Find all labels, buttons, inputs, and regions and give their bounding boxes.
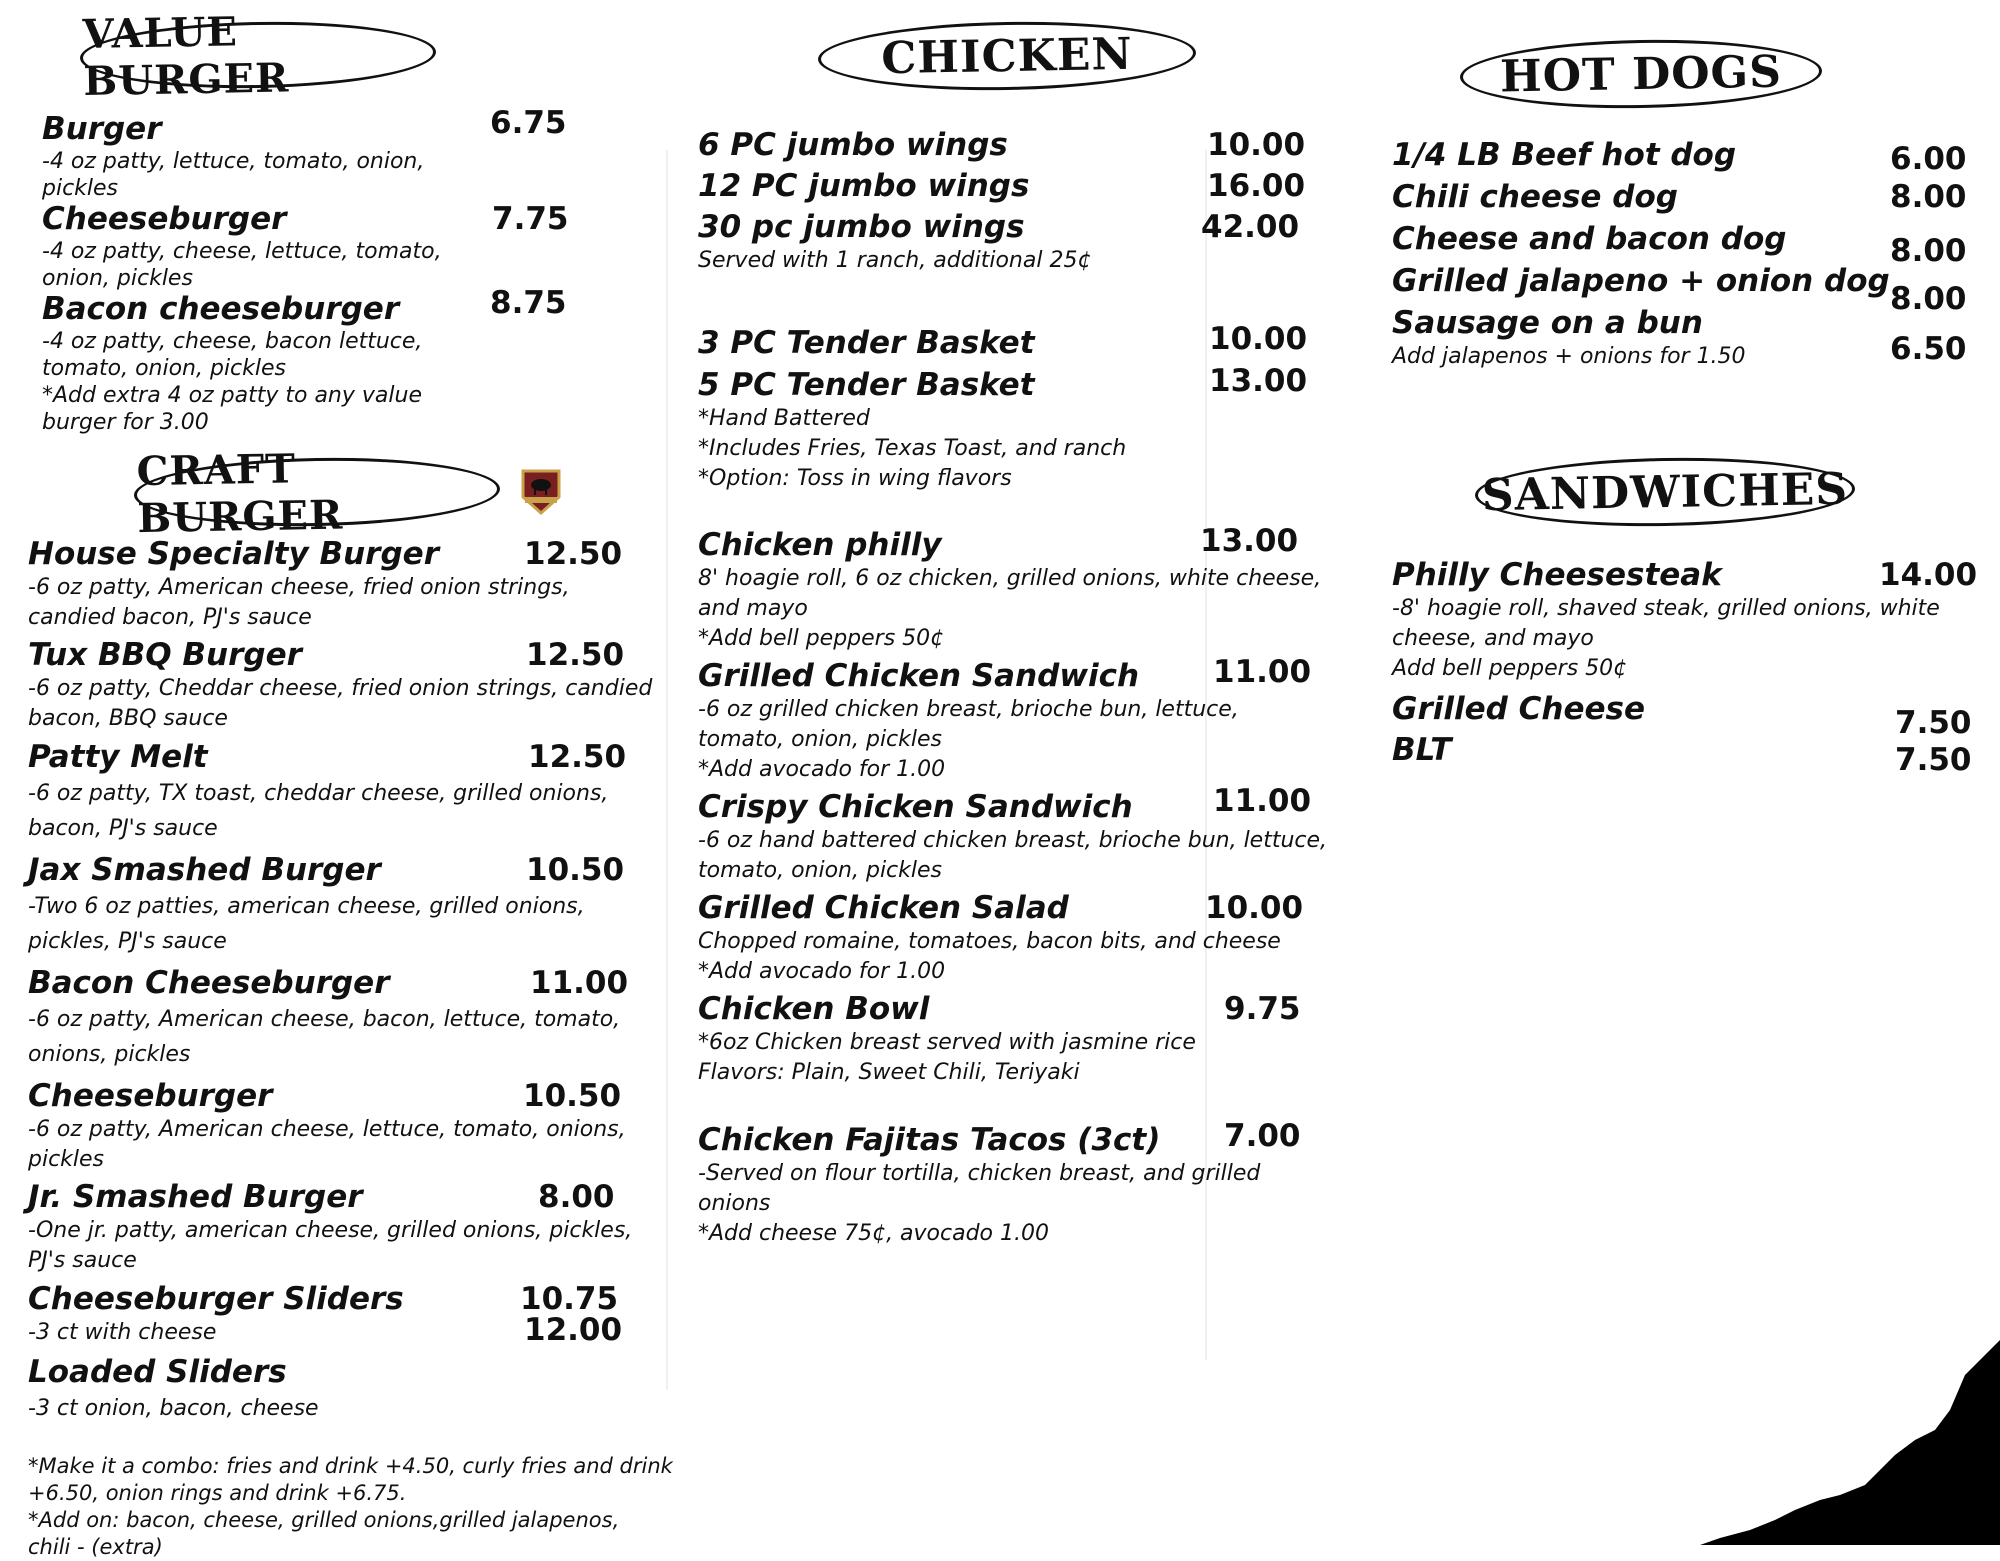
- menu-item: [42, 200, 569, 292]
- torn-corner-decoration: [1680, 1320, 2000, 1545]
- chicken-title: CHICKEN: [880, 28, 1134, 84]
- menu-item-name: Grilled Chicken Salad: [698, 890, 1069, 926]
- section-title-chicken: [817, 19, 1196, 94]
- menu-item-desc: -3 ct onion, bacon, cheese: [28, 1396, 319, 1421]
- menu-item-price: 11.00: [1213, 654, 1312, 690]
- menu-item-name: Crispy Chicken Sandwich: [698, 789, 1133, 825]
- menu-item: [698, 363, 1348, 494]
- menu-item-price: 42.00: [1201, 209, 1300, 245]
- menu-item-price: 8.00: [1890, 281, 1967, 317]
- menu-item-desc: -Two 6 oz patties, american cheese, grilled onions, pickles, PJ's sauce: [28, 894, 585, 954]
- menu-item-name: Burger: [42, 111, 162, 147]
- menu-item: [42, 105, 567, 202]
- menu-item: [28, 535, 668, 633]
- menu-item: [698, 654, 1348, 785]
- menu-item: [28, 851, 668, 959]
- menu-item-price: 7.50: [1895, 705, 1972, 741]
- menu-item-name: Jax Smashed Burger: [28, 852, 381, 888]
- menu-item-desc: Add jalapenos + onions for 1.50: [1392, 344, 1746, 369]
- menu-item-price: 10.75: [520, 1281, 619, 1317]
- menu-item-name: Chicken Bowl: [698, 991, 930, 1027]
- menu-item-name: Cheese and bacon dog: [1392, 221, 1787, 257]
- menu-item-desc: -6 oz grilled chicken breast, brioche bun, lettuce, tomato, onion, pickles *Add avocado for 1.00: [698, 697, 1239, 782]
- menu-item: [28, 738, 668, 846]
- menu-item-price: 11.00: [530, 965, 629, 1001]
- column-divider: [666, 150, 668, 1390]
- menu-item-desc: -Served on flour tortilla, chicken breast, and grilled onions *Add cheese 75¢, avocado 1.00: [698, 1161, 1261, 1246]
- menu-item-name: 6 PC jumbo wings: [698, 127, 1008, 163]
- menu-item-desc: -6 oz patty, American cheese, fried onion strings, candied bacon, PJ's sauce: [28, 575, 570, 630]
- menu-item-desc: -6 oz patty, American cheese, bacon, lettuce, tomato, onions, pickles: [28, 1007, 621, 1067]
- menu-item-name: 5 PC Tender Basket: [698, 367, 1035, 403]
- menu-item-desc: -8' hoagie roll, shaved steak, grilled onions, white cheese, and mayo Add bell peppers 50¢: [1392, 596, 1940, 681]
- menu-item-price: 6.75: [490, 105, 567, 141]
- menu-item-price: 12.50: [528, 739, 627, 775]
- menu-item-name: 3 PC Tender Basket: [698, 325, 1035, 361]
- menu-item: [1392, 178, 1972, 216]
- menu-item: [698, 208, 1348, 276]
- hot-dogs-title: HOT DOGS: [1499, 46, 1783, 102]
- chicken-list: [698, 126, 1348, 1276]
- menu-item-name: Grilled jalapeno + onion dog: [1392, 263, 1890, 299]
- menu-item-desc: Served with 1 ranch, additional 25¢: [698, 248, 1092, 273]
- menu-item-name: House Specialty Burger: [28, 536, 439, 572]
- menu-item-price: 8.75: [490, 285, 567, 321]
- menu-item-price: 9.75: [1224, 991, 1301, 1027]
- menu-item: [28, 964, 668, 1072]
- menu-item-price: 13.00: [1209, 363, 1308, 399]
- menu-item-desc: 8' hoagie roll, 6 oz chicken, grilled onions, white cheese, and mayo *Add bell peppers 50¢: [698, 566, 1322, 651]
- menu-item-desc: -One jr. patty, american cheese, grilled onions, pickles, PJ's sauce: [28, 1218, 633, 1273]
- menu-item-price: 7.50: [1895, 742, 1972, 778]
- value-burger-title: VALUE BURGER: [82, 8, 290, 106]
- menu-item: [698, 167, 1348, 205]
- menu-item-price: 12.50: [524, 536, 623, 572]
- craft-burger-title: CRAFT BURGER: [136, 445, 344, 543]
- menu-item: [28, 1178, 668, 1276]
- menu-item-desc: -6 oz patty, TX toast, cheddar cheese, grilled onions, bacon, PJ's sauce: [28, 781, 609, 841]
- menu-item-desc: *6oz Chicken breast served with jasmine rice Flavors: Plain, Sweet Chili, Teriyaki: [698, 1030, 1196, 1085]
- certified-angus-badge: [517, 467, 565, 515]
- sandwiches-title: SANDWICHES: [1481, 463, 1849, 521]
- menu-item-name: Chicken philly: [698, 527, 942, 563]
- section-title-value-burger: [79, 8, 436, 106]
- menu-item: [42, 285, 567, 436]
- menu-item-price: 11.00: [1213, 783, 1312, 819]
- menu-item: [28, 1077, 668, 1175]
- menu-item-desc: -6 oz patty, Cheddar cheese, fried onion strings, candied bacon, BBQ sauce: [28, 676, 653, 731]
- menu-item-name: Tux BBQ Burger: [28, 637, 302, 673]
- menu-item-price: 6.00: [1890, 141, 1967, 177]
- menu-item-name: Grilled Chicken Sandwich: [698, 658, 1140, 694]
- menu-item-desc: *Hand Battered *Includes Fries, Texas Toast, and ranch *Option: Toss in wing flavors: [698, 406, 1127, 491]
- menu-item-name: Sausage on a bun: [1392, 305, 1703, 341]
- menu-item-name: Bacon Cheeseburger: [28, 965, 390, 1001]
- menu-item-desc: -3 ct with cheese: [28, 1320, 217, 1345]
- menu-item-name: Cheeseburger Sliders: [28, 1281, 404, 1317]
- menu-item-name: BLT: [1392, 732, 1452, 768]
- menu-item-price: 7.00: [1224, 1118, 1301, 1154]
- menu-item-name: 12 PC jumbo wings: [698, 168, 1030, 204]
- menu-item-price: 10.50: [523, 1078, 622, 1114]
- menu-item: [1392, 690, 1972, 741]
- certified-angus-beef-logo-icon: [517, 467, 565, 515]
- value-burger-list: [42, 105, 569, 440]
- menu-item: [698, 523, 1348, 654]
- menu-item-name: Cheeseburger: [42, 201, 287, 237]
- menu-item-desc: -6 oz hand battered chicken breast, brioche bun, lettuce, tomato, onion, pickles: [698, 828, 1328, 883]
- sandwiches-list: [1392, 556, 1978, 786]
- menu-item-price: 7.75: [492, 201, 569, 237]
- menu-item-price: 14.00: [1879, 557, 1978, 593]
- section-title-sandwiches: [1474, 455, 1855, 530]
- menu-item-price: 16.00: [1207, 168, 1306, 204]
- menu-item-price: 10.50: [526, 852, 625, 888]
- menu-item-price: 6.50: [1890, 331, 1967, 367]
- menu-item: [1392, 136, 1972, 177]
- craft-burger-list: [28, 535, 668, 1435]
- menu-item: [698, 126, 1348, 164]
- menu-item-desc: -4 oz patty, lettuce, tomato, onion, pickles: [42, 149, 425, 201]
- menu-item-price: 8.00: [1890, 179, 1967, 215]
- menu-item: [1392, 556, 1978, 684]
- menu-item: [698, 1118, 1348, 1249]
- menu-item-name: Chicken Fajitas Tacos (3ct): [698, 1122, 1161, 1158]
- menu-item: [1392, 220, 1972, 269]
- menu-item-price: 12.50: [526, 637, 625, 673]
- hot-dogs-list: [1392, 136, 1972, 386]
- menu-item: [1392, 262, 1972, 317]
- menu-item-price: 13.00: [1200, 523, 1299, 559]
- menu-item-name: 30 pc jumbo wings: [698, 209, 1025, 245]
- menu-item-name: Jr. Smashed Burger: [28, 1179, 363, 1215]
- menu-item: [1392, 731, 1972, 778]
- menu-item: [698, 990, 1348, 1088]
- menu-item-name: Loaded Sliders: [28, 1354, 287, 1390]
- menu-item-price: 8.00: [538, 1179, 615, 1215]
- menu-item: [698, 321, 1348, 362]
- menu-item-price: 8.00: [1890, 233, 1967, 269]
- menu-item-name: Cheeseburger: [28, 1078, 273, 1114]
- menu-item-name: Bacon cheeseburger: [42, 291, 400, 327]
- menu-item-name: Patty Melt: [28, 739, 208, 775]
- menu-item: [698, 889, 1348, 987]
- menu-item-desc: -6 oz patty, American cheese, lettuce, tomato, onions, pickles: [28, 1117, 626, 1172]
- menu-item-price: 10.00: [1205, 890, 1304, 926]
- craft-burger-footnote: *Make it a combo: fries and drink +4.50, curly fries and drink +6.50, onion rings and drink +6.75. *Add on: bacon, cheese, grilled onions,grilled jalapenos, chili - (extra): [28, 1454, 673, 1559]
- menu-item-name: Philly Cheesesteak: [1392, 557, 1722, 593]
- menu-item-name: 1/4 LB Beef hot dog: [1392, 137, 1737, 173]
- menu-item-price: 10.00: [1207, 127, 1306, 163]
- menu-item-desc: Chopped romaine, tomatoes, bacon bits, and cheese *Add avocado for 1.00: [698, 929, 1281, 984]
- menu-item-desc: -4 oz patty, cheese, bacon lettuce, tomato, onion, pickles *Add extra 4 oz patty to any value burger for 3.00: [42, 329, 423, 435]
- section-title-craft-burger: [133, 445, 500, 543]
- menu-item: [1392, 304, 1972, 372]
- menu-item-price: 10.00: [1209, 321, 1308, 357]
- menu-item-name: Grilled Cheese: [1392, 691, 1645, 727]
- menu-item: [698, 783, 1348, 886]
- menu-item-price: 12.00: [524, 1312, 623, 1348]
- section-title-hot-dogs: [1459, 37, 1822, 111]
- menu-item: [28, 636, 668, 734]
- menu-item-name: Chili cheese dog: [1392, 179, 1678, 215]
- menu-item-desc: -4 oz patty, cheese, lettuce, tomato, onion, pickles: [42, 239, 442, 291]
